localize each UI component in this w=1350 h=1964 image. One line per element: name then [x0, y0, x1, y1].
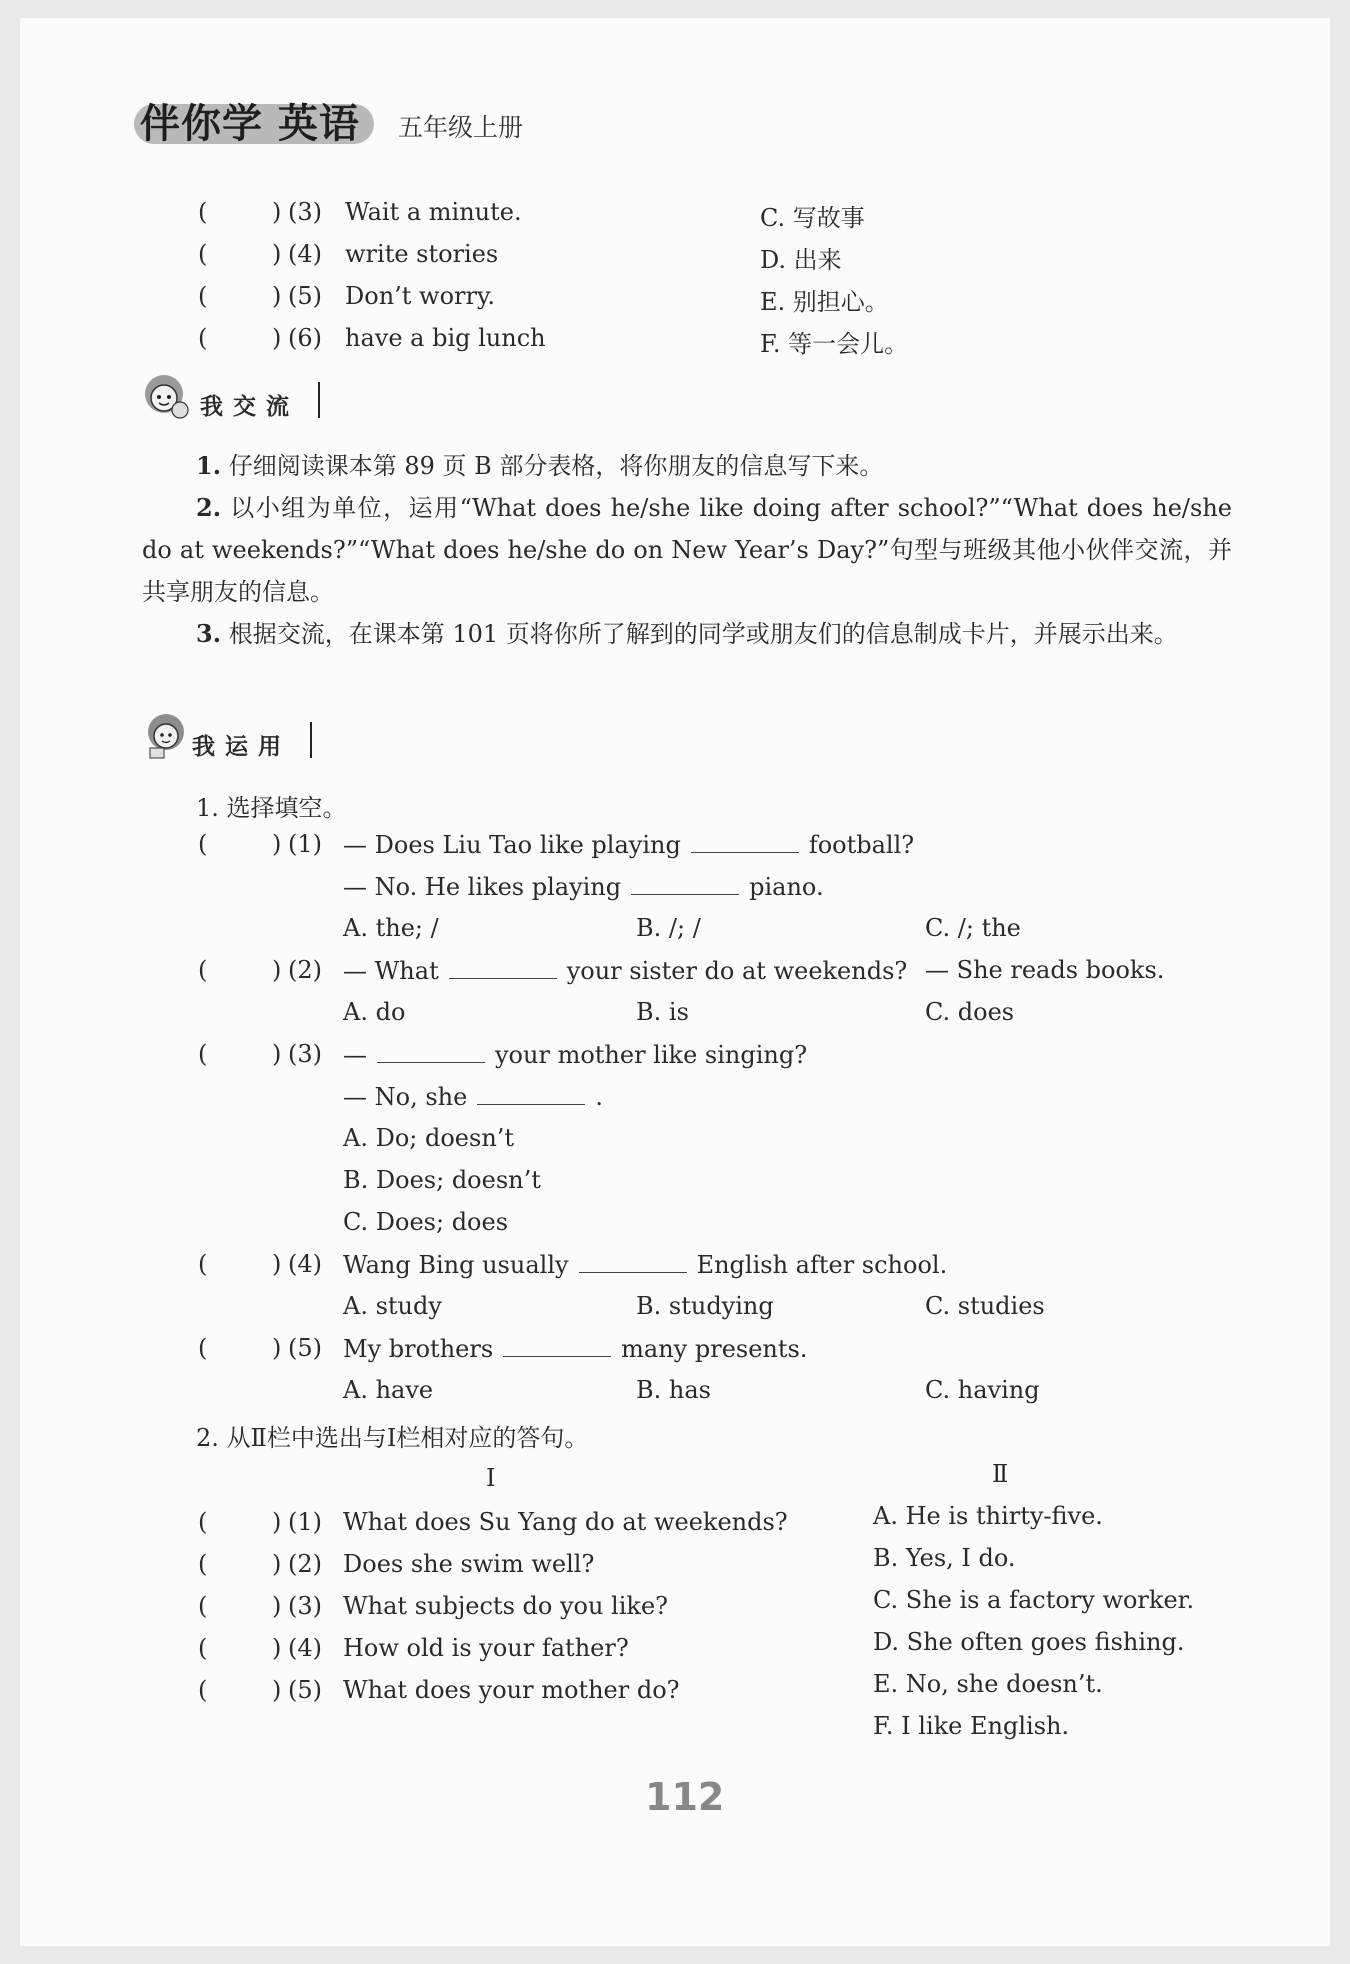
answer-paren-close: )	[272, 1592, 282, 1620]
answer-option: C. She is a factory worker.	[873, 1586, 1195, 1614]
answer-blank[interactable]	[377, 1040, 485, 1063]
question-text: piano.	[749, 873, 824, 901]
question-text: — No, she	[343, 1083, 468, 1111]
item-option: C. 写故事	[760, 204, 865, 232]
answer-paren-close: )	[272, 956, 282, 984]
item-number: 3.	[196, 619, 222, 648]
question-text: My brothers	[343, 1335, 494, 1363]
item-number: (1)	[288, 830, 322, 858]
answer-paren-open: (	[198, 1550, 208, 1578]
item-number: 1.	[196, 451, 222, 480]
item-number: (6)	[288, 324, 322, 352]
question-text: — What	[343, 957, 439, 985]
answer-paren-open: (	[198, 1592, 208, 1620]
item-text: 仔细阅读课本第 89 页 B 部分表格，将你朋友的信息写下来。	[228, 452, 884, 480]
answer-paren-open: (	[198, 198, 208, 226]
answer-paren-open: (	[198, 240, 208, 268]
section-title: 我运用	[192, 734, 291, 760]
answer-paren-open: (	[198, 324, 208, 352]
item-number: 2.	[196, 493, 222, 522]
option-b: B. /; /	[636, 914, 701, 942]
item-option: F. 等一会儿。	[760, 330, 909, 358]
answer-paren-close: )	[272, 1550, 282, 1578]
item-number: (4)	[288, 1250, 322, 1278]
question-text: English after school.	[696, 1251, 948, 1279]
item-number: (5)	[288, 1334, 322, 1362]
question-line	[343, 1082, 603, 1111]
option-a: A. Do; doesn’t	[343, 1124, 515, 1152]
item-option: E. 别担心。	[760, 288, 889, 316]
answer-paren-close: )	[272, 1334, 282, 1362]
answer-paren-close: )	[272, 1040, 282, 1068]
answer-paren-close: )	[272, 830, 282, 858]
item-english: write stories	[345, 240, 499, 268]
item-english: have a big lunch	[345, 324, 546, 352]
question-line	[343, 1250, 947, 1279]
answer-option: D. She often goes fishing.	[873, 1628, 1185, 1656]
answer-paren-open: (	[198, 1040, 208, 1068]
question-text: Does she swim well?	[343, 1550, 595, 1578]
question-text: football?	[808, 831, 915, 859]
question-text: Wang Bing usually	[343, 1251, 569, 1279]
book-grade: 五年级上册	[398, 113, 524, 142]
question-text: your sister do at weekends?	[566, 957, 908, 985]
answer-paren-close: )	[272, 1508, 282, 1536]
exchange-item	[142, 613, 1232, 655]
item-number: (2)	[288, 1550, 322, 1578]
item-option: D. 出来	[760, 246, 842, 274]
question-text: — No. He likes playing	[343, 873, 622, 901]
question-text: your mother like singing?	[495, 1041, 808, 1069]
item-number: (1)	[288, 1508, 322, 1536]
item-number: (4)	[288, 1634, 322, 1662]
question-title: 1. 选择填空。	[196, 794, 347, 822]
section-header-exchange	[142, 372, 342, 424]
section-divider	[310, 722, 312, 758]
section-header-use	[142, 712, 342, 764]
question-title: 2. 从Ⅱ栏中选出与Ⅰ栏相对应的答句。	[196, 1424, 589, 1452]
option-c: C. studies	[925, 1292, 1045, 1320]
answer-paren-open: (	[198, 830, 208, 858]
item-number: (5)	[288, 282, 322, 310]
item-number: (4)	[288, 240, 322, 268]
question-text: many presents.	[621, 1335, 808, 1363]
option-c: C. having	[925, 1376, 1040, 1404]
item-text: 根据交流，在课本第 101 页将你所了解到的同学或朋友们的信息制成卡片，并展示出来。	[228, 620, 1178, 648]
question-text: What does Su Yang do at weekends?	[343, 1508, 788, 1536]
option-b: B. Does; doesn’t	[343, 1166, 541, 1194]
item-text: 以小组为单位，运用“What does he/she like doing after school?”“What does he/she do at weekends?”“What does he/she do on New Year’s Day?”句型与班级其他小伙伴交流，并共享朋友的信息。	[142, 494, 1232, 606]
answer-blank[interactable]	[691, 830, 799, 853]
answer-paren-open: (	[198, 1676, 208, 1704]
book-title: 伴你学 英语	[140, 100, 360, 147]
answer-paren-close: )	[272, 1634, 282, 1662]
item-english: Don’t worry.	[345, 282, 495, 310]
item-number: (5)	[288, 1676, 322, 1704]
option-a: A. study	[343, 1292, 442, 1320]
answer-paren-open: (	[198, 1508, 208, 1536]
question-line	[343, 1040, 807, 1069]
item-number: (3)	[288, 1040, 322, 1068]
option-c: C. Does; does	[343, 1208, 509, 1236]
answer-blank[interactable]	[579, 1250, 687, 1273]
exchange-item	[142, 487, 1232, 613]
answer-option: E. No, she doesn’t.	[873, 1670, 1103, 1698]
section-divider	[318, 382, 320, 418]
answer-paren-close: )	[272, 240, 282, 268]
column-header-i: Ⅰ	[486, 1464, 496, 1492]
answer-option: B. Yes, I do.	[873, 1544, 1016, 1572]
answer-blank[interactable]	[503, 1334, 611, 1357]
question-line	[343, 1334, 807, 1363]
option-a: A. the; /	[343, 914, 439, 942]
option-c: C. does	[925, 998, 1015, 1026]
item-number: (2)	[288, 956, 322, 984]
exchange-item	[142, 445, 1232, 487]
page-number: 112	[645, 1775, 725, 1819]
boy-mascot-icon	[142, 372, 192, 422]
answer-blank[interactable]	[449, 956, 557, 979]
question-text: What does your mother do?	[343, 1676, 680, 1704]
answer-blank[interactable]	[477, 1082, 585, 1105]
item-english: Wait a minute.	[345, 198, 522, 226]
question-text: .	[595, 1083, 603, 1111]
answer-text: — She reads books.	[925, 956, 1165, 984]
answer-paren-close: )	[272, 324, 282, 352]
option-c: C. /; the	[925, 914, 1021, 942]
answer-paren-close: )	[272, 282, 282, 310]
section-title: 我交流	[200, 394, 299, 420]
question-text: — Does Liu Tao like playing	[343, 831, 681, 859]
option-b: B. is	[636, 998, 689, 1026]
question-text: —	[343, 1041, 367, 1069]
item-number: (3)	[288, 198, 322, 226]
answer-blank[interactable]	[631, 872, 739, 895]
answer-paren-open: (	[198, 1634, 208, 1662]
question-line	[343, 956, 907, 985]
answer-paren-close: )	[272, 1676, 282, 1704]
question-text: What subjects do you like?	[343, 1592, 669, 1620]
answer-paren-open: (	[198, 282, 208, 310]
answer-paren-open: (	[198, 1250, 208, 1278]
answer-paren-open: (	[198, 1334, 208, 1362]
answer-option: F. I like English.	[873, 1712, 1070, 1740]
answer-paren-close: )	[272, 1250, 282, 1278]
item-number: (3)	[288, 1592, 322, 1620]
book-brand	[140, 92, 360, 148]
answer-paren-close: )	[272, 198, 282, 226]
question-line	[343, 830, 914, 859]
column-header-ii: Ⅱ	[992, 1460, 1009, 1488]
option-b: B. studying	[636, 1292, 774, 1320]
question-text: How old is your father?	[343, 1634, 629, 1662]
answer-paren-open: (	[198, 956, 208, 984]
option-a: A. have	[343, 1376, 434, 1404]
option-a: A. do	[343, 998, 406, 1026]
question-line	[343, 872, 824, 901]
girl-mascot-icon	[142, 712, 192, 762]
answer-option: A. He is thirty-five.	[873, 1502, 1103, 1530]
option-b: B. has	[636, 1376, 711, 1404]
